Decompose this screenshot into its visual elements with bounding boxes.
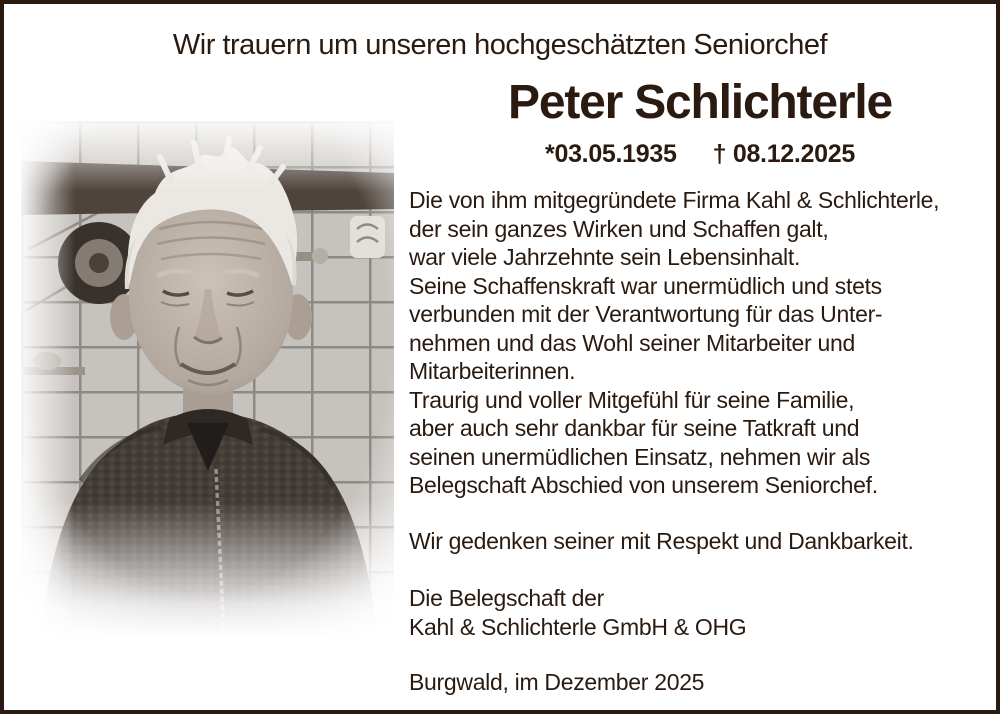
body-line: aber auch sehr dankbar für seine Tatkraft und: [409, 415, 860, 441]
body-line: Die von ihm mitgegründete Firma Kahl & Schlichterle,: [409, 187, 940, 213]
life-dates: [409, 140, 991, 169]
body-line: Mitarbeiterinnen.: [409, 358, 576, 384]
signature-block: [409, 584, 991, 641]
body-line: war viele Jahrzehnte sein Lebensinhalt.: [409, 244, 801, 270]
portrait-photo-graphic: [21, 121, 394, 639]
body-line: verbunden mit der Verantwortung für das Unter-: [409, 301, 883, 327]
deceased-name: Peter Schlichterle: [508, 76, 892, 129]
body-line: seinen unermüdlichen Einsatz, nehmen wir als: [409, 443, 871, 470]
signature-line: Kahl & Schlichterle GmbH & OHG: [409, 613, 747, 640]
tribute-line: Wir gedenken seiner mit Respekt und Dankbarkeit.: [409, 528, 914, 554]
body-line: der sein ganzes Wirken und Schaffen galt,: [409, 215, 829, 242]
place-dateline: Burgwald, im Dezember 2025: [409, 669, 705, 695]
body-line: Belegschaft Abschied von unserem Seniorchef.: [409, 472, 878, 498]
notice-body: [409, 186, 991, 500]
body-line: nehmen und das Wohl seiner Mitarbeiter und: [409, 329, 855, 356]
death-date: † 08.12.2025: [712, 140, 855, 168]
notice-header: Wir trauern um unseren hochgeschätzten Seniorchef: [172, 29, 828, 61]
signature-line: Die Belegschaft der: [409, 585, 605, 611]
birth-date: *03.05.1935: [545, 140, 677, 168]
body-line: Traurig und voller Mitgefühl für seine Familie,: [409, 386, 855, 413]
body-line: Seine Schaffenskraft war unermüdlich und stets: [409, 272, 882, 299]
portrait-photo: [21, 121, 394, 639]
